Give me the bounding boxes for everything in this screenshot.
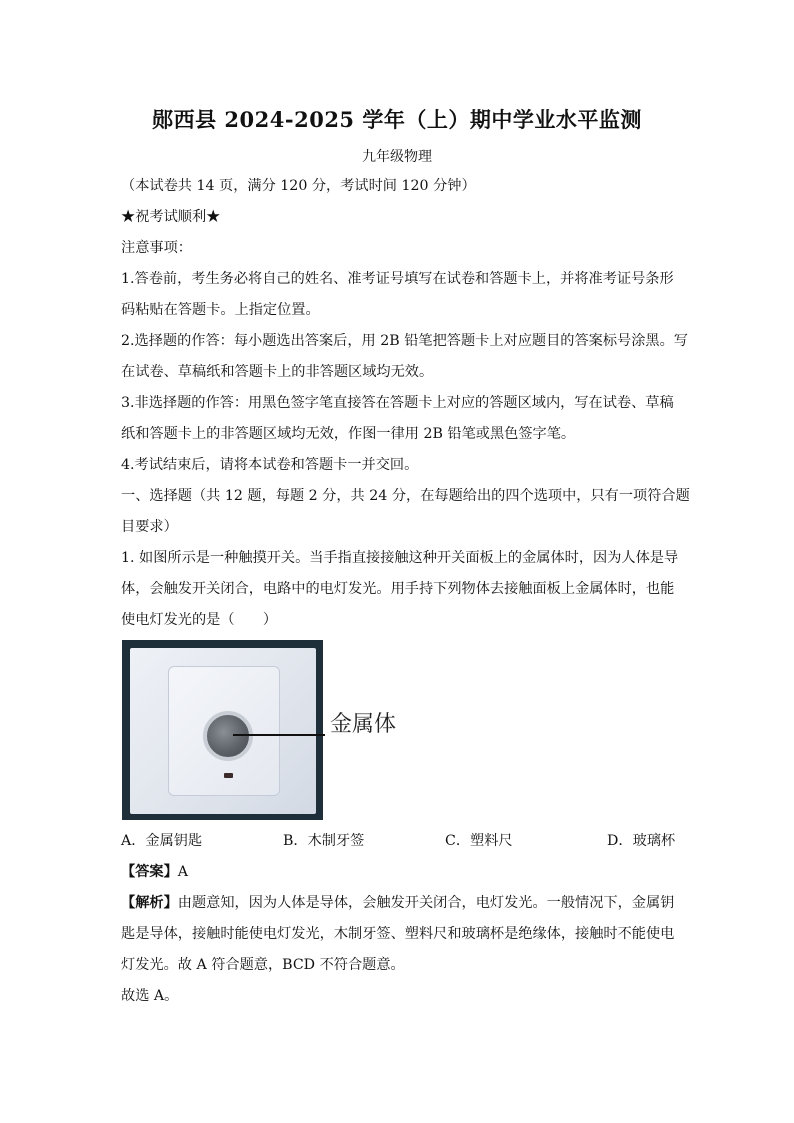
- page-title: 郧西县 2024-2025 学年（上）期中学业水平监测: [152, 107, 642, 132]
- option-d: D．玻璃杯: [607, 833, 676, 849]
- analysis-text-1: 由题意知，因为人体是导体，会触发开关闭合，电灯发光。一般情况下，金属钥: [177, 895, 675, 911]
- blessing-text: ★祝考试顺利★: [121, 209, 221, 225]
- analysis-tag: 【解析】: [121, 895, 178, 911]
- note-4: 4.考试结束后，请将本试卷和答题卡一并交回。: [121, 457, 419, 473]
- touch-switch-photo: [122, 640, 323, 820]
- analysis-line-2: 匙是导体，接触时能使电灯发光，木制牙签、塑料尺和玻璃杯是绝缘体，接触时不能使电: [121, 926, 675, 942]
- option-a: A．金属钥匙: [121, 833, 203, 849]
- analysis-line-1: [121, 888, 676, 919]
- exam-info: （本试卷共 14 页，满分 120 分，考试时间 120 分钟）: [121, 178, 476, 194]
- option-b: B．木制牙签: [283, 833, 365, 849]
- note-3-line-1: 3.非选择题的作答：用黑色签字笔直接答在答题卡上对应的答题区域内，写在试卷、草稿: [121, 395, 674, 411]
- answer-line: [121, 857, 676, 888]
- option-c: C．塑料尺: [445, 833, 513, 849]
- metal-touch-pad: [203, 711, 253, 761]
- answer-tag: 【答案】: [121, 864, 178, 880]
- notes-heading: 注意事项：: [121, 240, 192, 256]
- note-2-line-2: 在试卷、草稿纸和答题卡上的非答题区域均无效。: [121, 364, 434, 380]
- note-1-line-1: 1.答卷前，考生务必将自己的姓名、准考证号填写在试卷和答题卡上，并将准考证号条形: [121, 271, 674, 287]
- section-heading-line-2: 目要求）: [121, 519, 178, 535]
- question-1-stem-line-2: 体，会触发开关闭合，电路中的电灯发光。用手持下列物体去接触面板上金属体时，也能: [121, 581, 675, 597]
- question-1-stem-line-3: 使电灯发光的是（ ）: [121, 612, 278, 628]
- note-3-line-2: 纸和答题卡上的非答题区域均无效，作图一律用 2B 铅笔或黑色签字笔。: [121, 426, 576, 442]
- note-2-line-1: 2.选择题的作答：每小题选出答案后，用 2B 铅笔把答题卡上对应题目的答案标号涂黑。写: [121, 333, 688, 349]
- switch-panel: [130, 648, 316, 814]
- indicator-led: [224, 773, 233, 778]
- switch-inner-frame: [168, 666, 280, 796]
- figure-label-metal: 金属体: [330, 712, 397, 737]
- section-heading-line-1: 一、选择题（共 12 题，每题 2 分，共 24 分，在每题给出的四个选项中，只有一项符合题: [121, 488, 690, 504]
- conclusion-line: 故选 A。: [121, 988, 179, 1004]
- figure-pointer-line: [233, 734, 325, 736]
- page-subtitle: 九年级物理: [362, 149, 432, 165]
- answer-value: A: [177, 864, 189, 880]
- analysis-line-3: 灯发光。故 A 符合题意，BCD 不符合题意。: [121, 957, 405, 973]
- note-1-line-2: 码粘贴在答题卡。上指定位置。: [121, 302, 320, 318]
- question-1-stem-line-1: 1. 如图所示是一种触摸开关。当手指直接接触这种开关面板上的金属体时，因为人体是导: [121, 550, 679, 566]
